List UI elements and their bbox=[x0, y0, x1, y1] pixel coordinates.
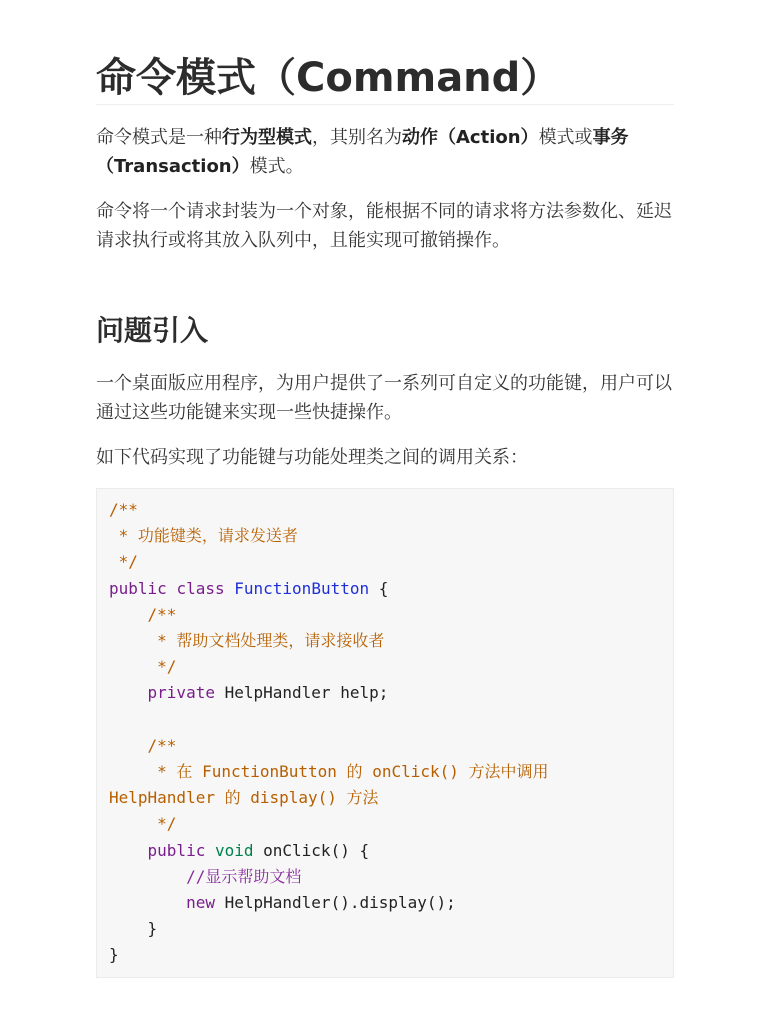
code-block[interactable] bbox=[96, 488, 674, 978]
code-line: */ bbox=[109, 657, 177, 677]
intro-text-4: 模式。 bbox=[249, 156, 304, 177]
intro-bold-3: 事务（Transaction） bbox=[96, 127, 629, 177]
code-keyword: public bbox=[109, 578, 167, 598]
code-intro-paragraph: 如下代码实现了功能键与功能处理类之间的调用关系： bbox=[96, 447, 528, 468]
code-keyword: class bbox=[176, 578, 225, 598]
page-title: 命令模式（Command） bbox=[96, 52, 674, 105]
code-keyword: void bbox=[214, 840, 254, 860]
code-line: /** bbox=[109, 604, 177, 624]
code-class-name: FunctionButton bbox=[234, 578, 370, 598]
code-line: * 帮助文档处理类，请求接收者 bbox=[109, 631, 385, 651]
section-heading: 问题引入 bbox=[96, 314, 209, 347]
code-line: */ bbox=[109, 814, 177, 834]
code-text: { bbox=[369, 578, 389, 598]
code-keyword: public bbox=[147, 840, 206, 860]
code-keyword: private bbox=[147, 683, 215, 703]
code-keyword: new bbox=[186, 893, 215, 913]
code-line: HelpHandler 的 display() 方法 bbox=[109, 788, 379, 808]
intro-bold-1: 行为型模式 bbox=[222, 127, 312, 148]
code-line: /** bbox=[109, 500, 138, 519]
intro-text-2: ，其别名为 bbox=[312, 127, 402, 148]
code-comment: //显示帮助文档 bbox=[186, 866, 302, 886]
problem-paragraph: 一个桌面版应用程序，为用户提供了一系列可自定义的功能键，用户可以通过这些功能键来实现一些快捷操作。 bbox=[96, 373, 672, 423]
code-line: * 功能键类，请求发送者 bbox=[109, 526, 298, 546]
code-line: * 在 FunctionButton 的 onClick() 方法中调用 bbox=[109, 762, 549, 782]
intro-paragraph bbox=[96, 123, 674, 181]
code-line: } bbox=[109, 919, 158, 939]
code-line: */ bbox=[109, 552, 138, 572]
code-line: /** bbox=[109, 735, 177, 755]
intro-text-3: 模式或 bbox=[538, 127, 593, 148]
intro-bold-2: 动作（Action） bbox=[402, 127, 539, 148]
article-content bbox=[96, 52, 674, 978]
code-text: onClick() { bbox=[253, 840, 370, 860]
code-text: HelpHandler help; bbox=[214, 683, 389, 703]
code-line: } bbox=[109, 945, 119, 965]
code-text: HelpHandler().display(); bbox=[214, 893, 456, 913]
definition-paragraph: 命令将一个请求封装为一个对象，能根据不同的请求将方法参数化、延迟请求执行或将其放入队列中，且能实现可撤销操作。 bbox=[96, 201, 672, 251]
intro-text-1: 命令模式是一种 bbox=[96, 127, 222, 148]
